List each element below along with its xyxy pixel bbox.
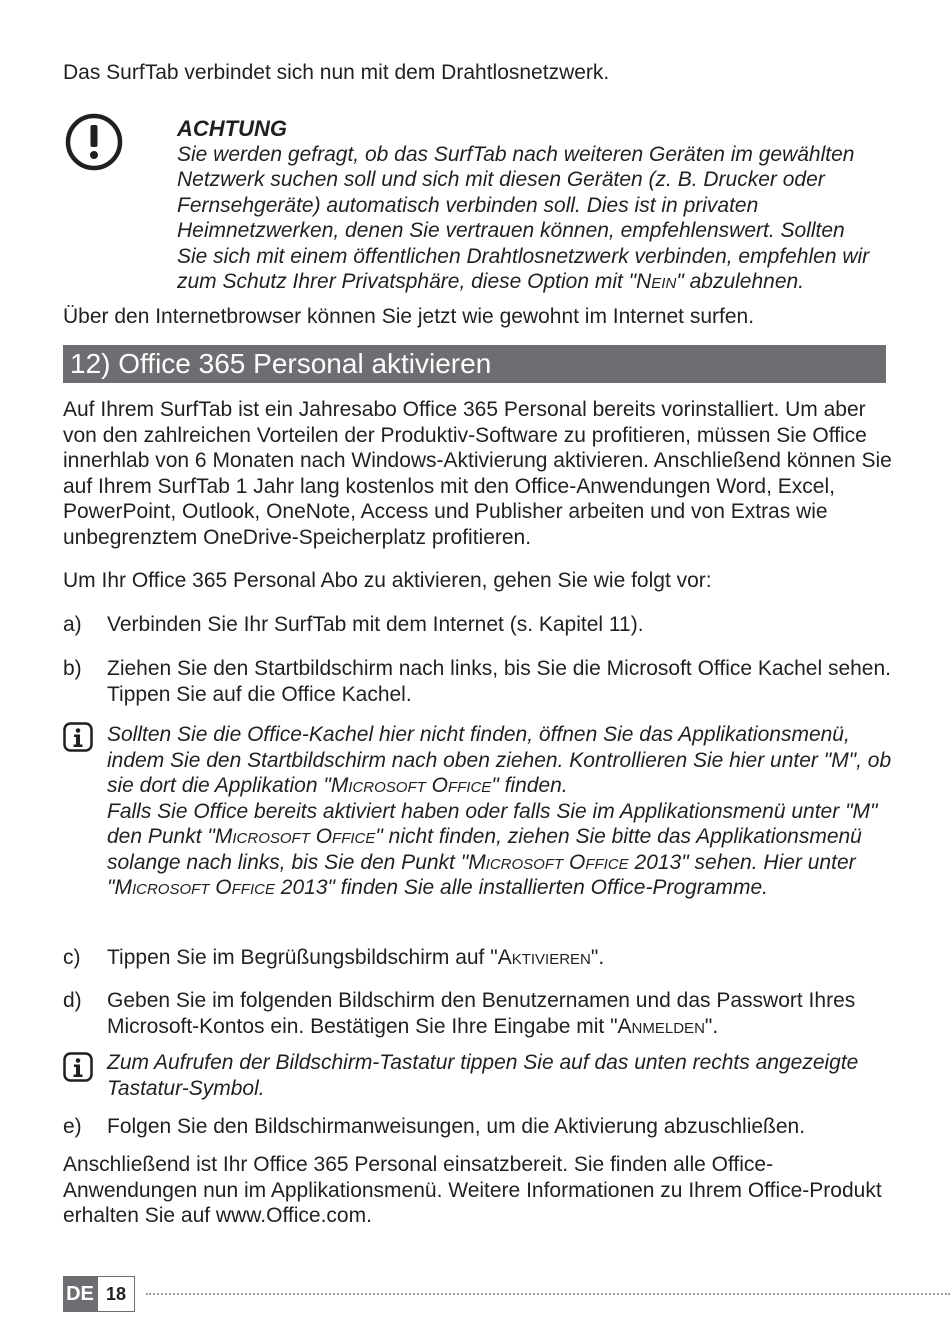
language-badge: DE [63, 1276, 97, 1312]
footer-dotted-rule [146, 1293, 950, 1295]
step-marker: e) [63, 1115, 82, 1138]
step-marker: b) [63, 657, 82, 680]
instructions-lead: Um Ihr Office 365 Personal Abo zu aktivieren, gehen Sie wie folgt vor: [63, 569, 712, 592]
step-text: Verbinden Sie Ihr SurfTab mit dem Internet (s. Kapitel 11). [107, 613, 644, 636]
step-text: Geben Sie im folgenden Bildschirm den Benutzernamen und das Passwort Ihres Microsoft-Kontos ein. Bestätigen Sie Ihre Eingabe mit "Anmelden". [107, 989, 856, 1038]
step-marker: d) [63, 989, 82, 1012]
info-icon [63, 1052, 93, 1082]
warning-title: ACHTUNG [177, 116, 287, 141]
info-icon [63, 722, 93, 752]
exclamation-circle-icon [63, 112, 123, 172]
step-marker: c) [63, 946, 81, 969]
browser-line: Über den Internetbrowser können Sie jetzt wie gewohnt im Internet surfen. [63, 305, 755, 328]
info-note-keyboard: Zum Aufrufen der Bildschirm-Tastatur tippen Sie auf das unten rechts angezeigte Tastatur-Symbol. [107, 1051, 859, 1100]
page-number: 18 [97, 1276, 135, 1312]
intro-line: Das SurfTab verbindet sich nun mit dem Drahtlosnetzwerk. [63, 61, 610, 84]
step-text: Folgen Sie den Bildschirmanweisungen, um die Aktivierung abzuschließen. [107, 1115, 806, 1138]
step-marker: a) [63, 613, 82, 636]
warning-text: Sie werden gefragt, ob das SurfTab nach weiteren Geräten im gewählten Netzwerk suchen soll und sich mit diesen Geräten (z. B. Drucker oder Fernsehgeräte) automatisch verbinden soll. Dies ist in privaten Heimnetzwerken, denen Sie vertrauen können, empfehlenswert. Sollten Sie sich mit einem öffentlichen Drahtlosnetzwerk verbinden, empfehlen wir zum Schutz Ihrer Privatsphäre, diese Option mit "Nein" abzulehnen. [177, 143, 870, 294]
office-intro-paragraph: Auf Ihrem SurfTab ist ein Jahresabo Office 365 Personal bereits vorinstalliert. Um aber von den zahlreichen Vorteilen der Produktiv-Software zu profitieren, müssen Sie Office innerhlab von 6 Monaten nach Windows-Aktivierung aktivieren. Anschließend können Sie auf Ihrem SurfTab 1 Jahr lang kostenlos mit den Office-Anwendungen Word, Excel, PowerPoint, Outlook, OneNote, Access und Publisher arbeiten und von Extras wie unbegrenztem OneDrive-Speicherplatz profitieren. [63, 398, 892, 549]
step-text: Ziehen Sie den Startbildschirm nach links, bis Sie die Microsoft Office Kachel sehen. Tippen Sie auf die Office Kachel. [107, 657, 891, 706]
step-text: Tippen Sie im Begrüßungsbildschirm auf "Aktivieren". [107, 946, 605, 969]
info-note-office-tile: Sollten Sie die Office-Kachel hier nicht finden, öffnen Sie das Applikationsmenü, indem Sie den Startbildschirm nach oben ziehen. Kontrollieren Sie hier unter "M", ob sie dort die Applikation "Microsoft Office" finden. Falls Sie Office bereits aktiviert haben oder falls Sie im Applikationsmenü unter "M" den Punkt "Microsoft Office" nicht finden, ziehen Sie bitte das Applikationsmenü solange nach links, bis Sie den Punkt "Microsoft Office 2013" sehen. Hier unter "Microsoft Office 2013" finden Sie alle installierten Office-Programme. [107, 723, 892, 899]
section-title: 12) Office 365 Personal aktivieren [70, 348, 492, 379]
closing-paragraph: Anschließend ist Ihr Office 365 Personal einsatzbereit. Sie finden alle Office-Anwendungen nun im Applikationsmenü. Weitere Informationen zu Ihrem Office-Produkt erhalten Sie auf www.Office.com. [63, 1153, 882, 1227]
